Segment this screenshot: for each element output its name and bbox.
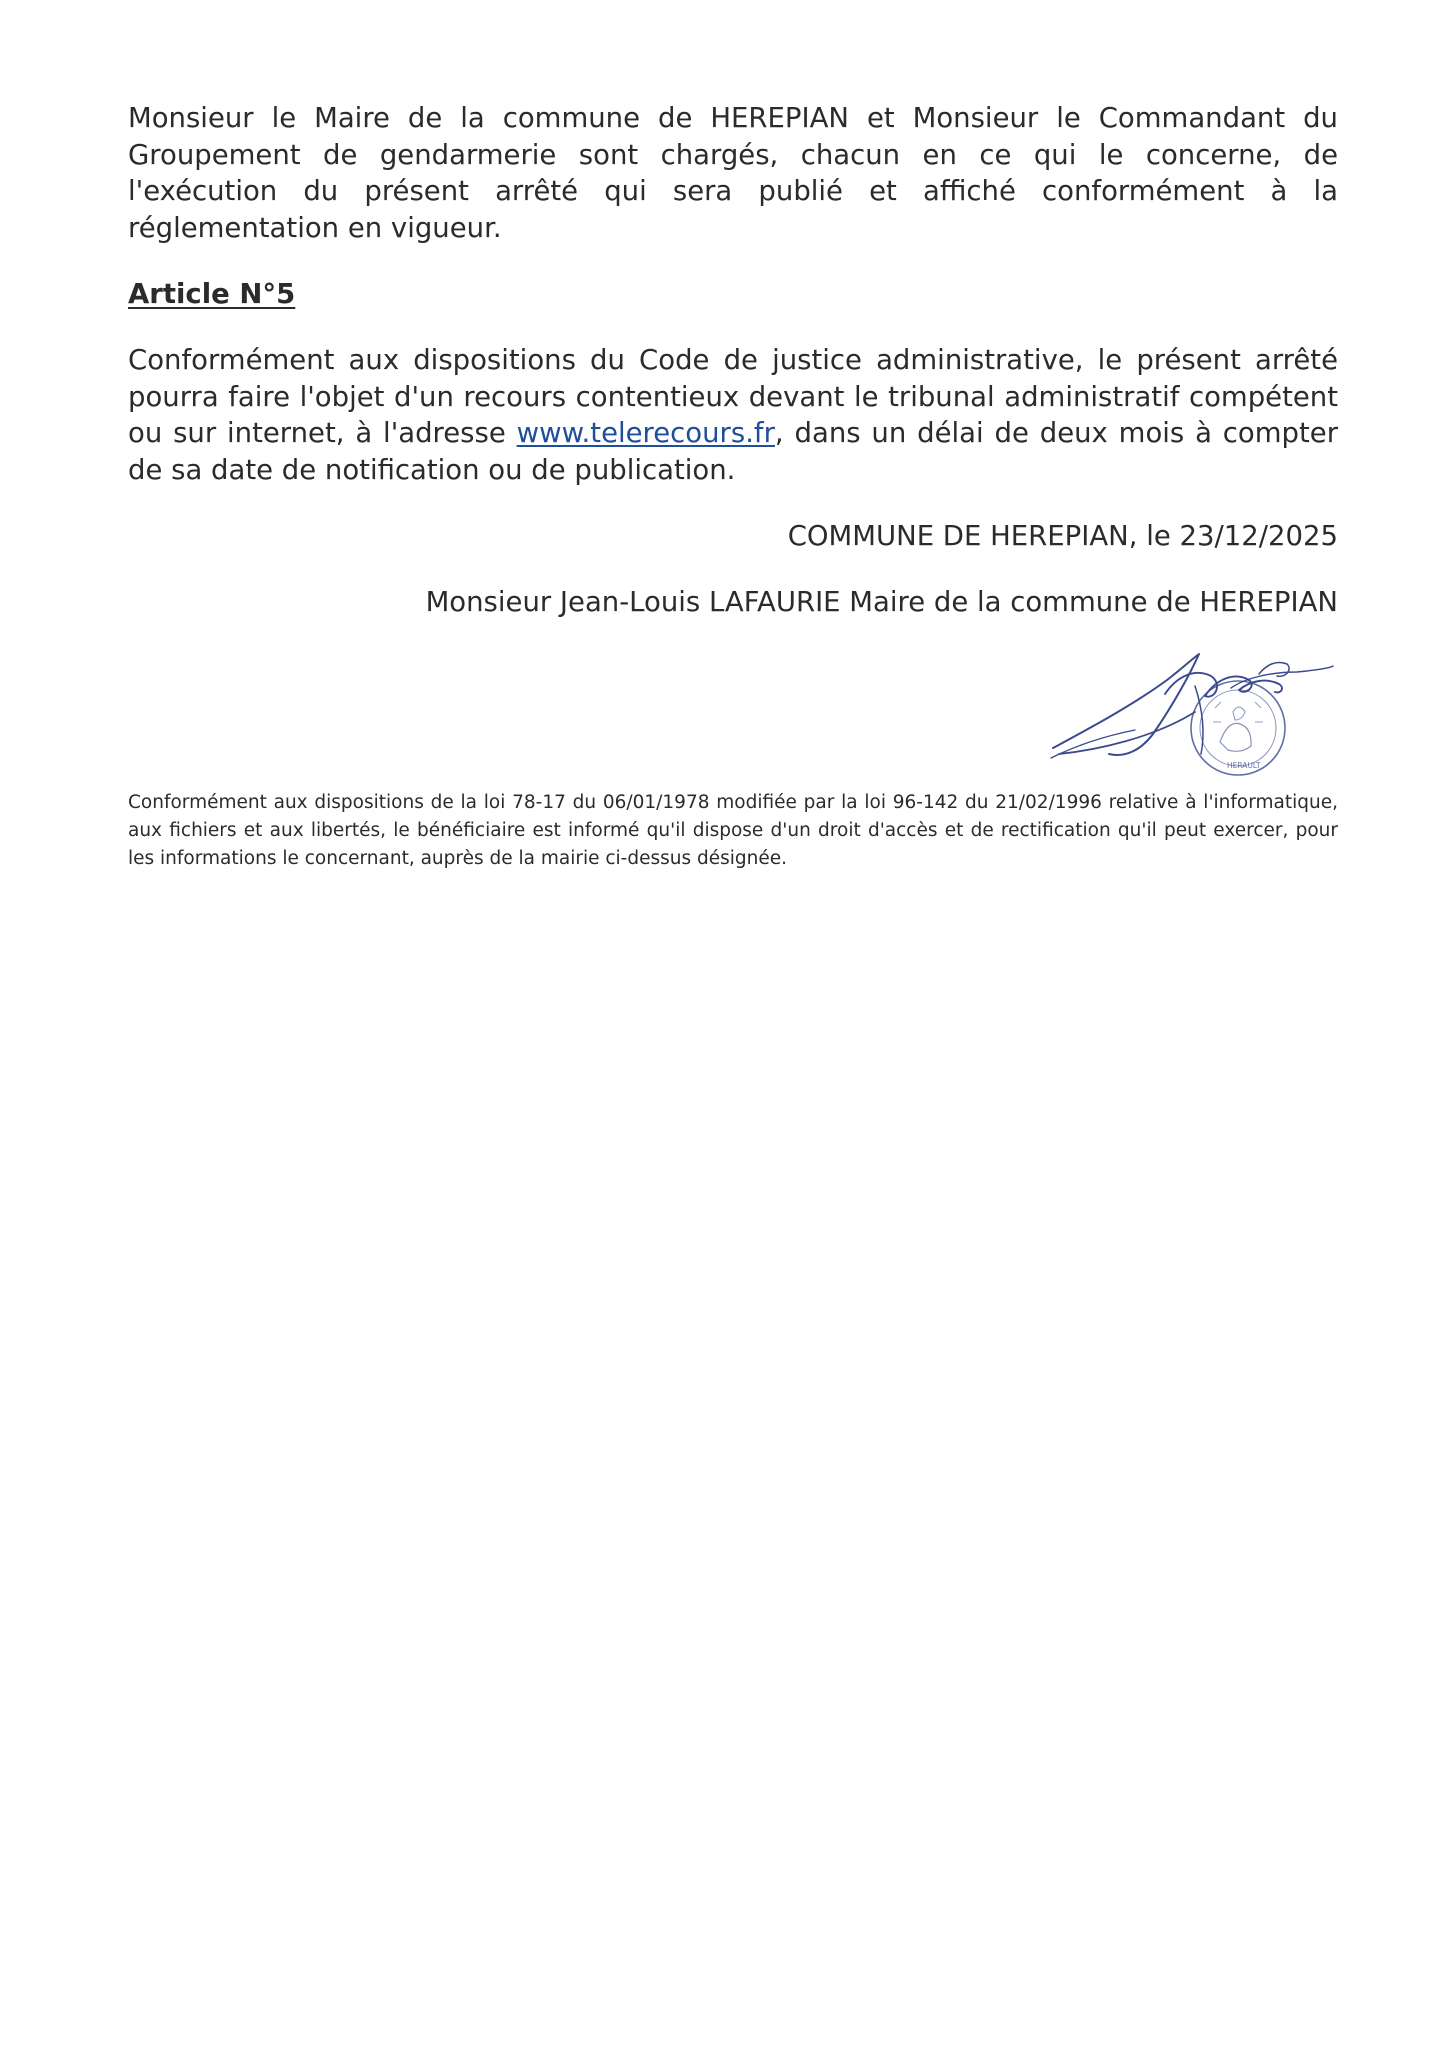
handwritten-signature xyxy=(1051,654,1333,758)
article-5-body xyxy=(128,342,1338,488)
closing-paragraph: Monsieur le Maire de la commune de HEREPIAN et Monsieur le Commandant du Groupement de gendarmerie sont chargés, chacun en ce qui le concerne, de l'exécution du présent arrêté qui sera publié et affiché conformément à la réglementation en vigueur. xyxy=(128,102,1338,244)
data-protection-notice: Conformément aux dispositions de la loi 78-17 du 06/01/1978 modifiée par la loi 96-142 du 21/02/1996 relative à l'informatique, aux fichiers et aux libertés, le bénéficiaire est informé qu'il dispose d'un droit d'accès et de rectification qu'il peut exercer, pour les informations le concernant, auprès de la mairie ci-dessus désignée. xyxy=(128,792,1338,869)
seal-lettering: HERAULT xyxy=(1227,761,1261,770)
article-5-heading: Article N°5 xyxy=(128,278,296,310)
signatory-line: Monsieur Jean-Louis LAFAURIE Maire de la commune de HEREPIAN xyxy=(425,586,1338,618)
telerecours-link[interactable]: www.telerecours.fr xyxy=(516,417,775,449)
place-and-date: COMMUNE DE HEREPIAN, le 23/12/2025 xyxy=(787,520,1338,552)
article-5-text-before-link: Conformément aux dispositions du Code de justice administrative, le présent arrêté pourra faire l'objet d'un recours contentieux devant le tribunal administratif compétent ou sur internet, à l'adresse xyxy=(128,344,1338,449)
article-5-text-after-link: , dans un délai de deux mois à compter de sa date de notification ou de publication. xyxy=(128,417,1339,486)
signature-and-seal xyxy=(1045,650,1335,780)
